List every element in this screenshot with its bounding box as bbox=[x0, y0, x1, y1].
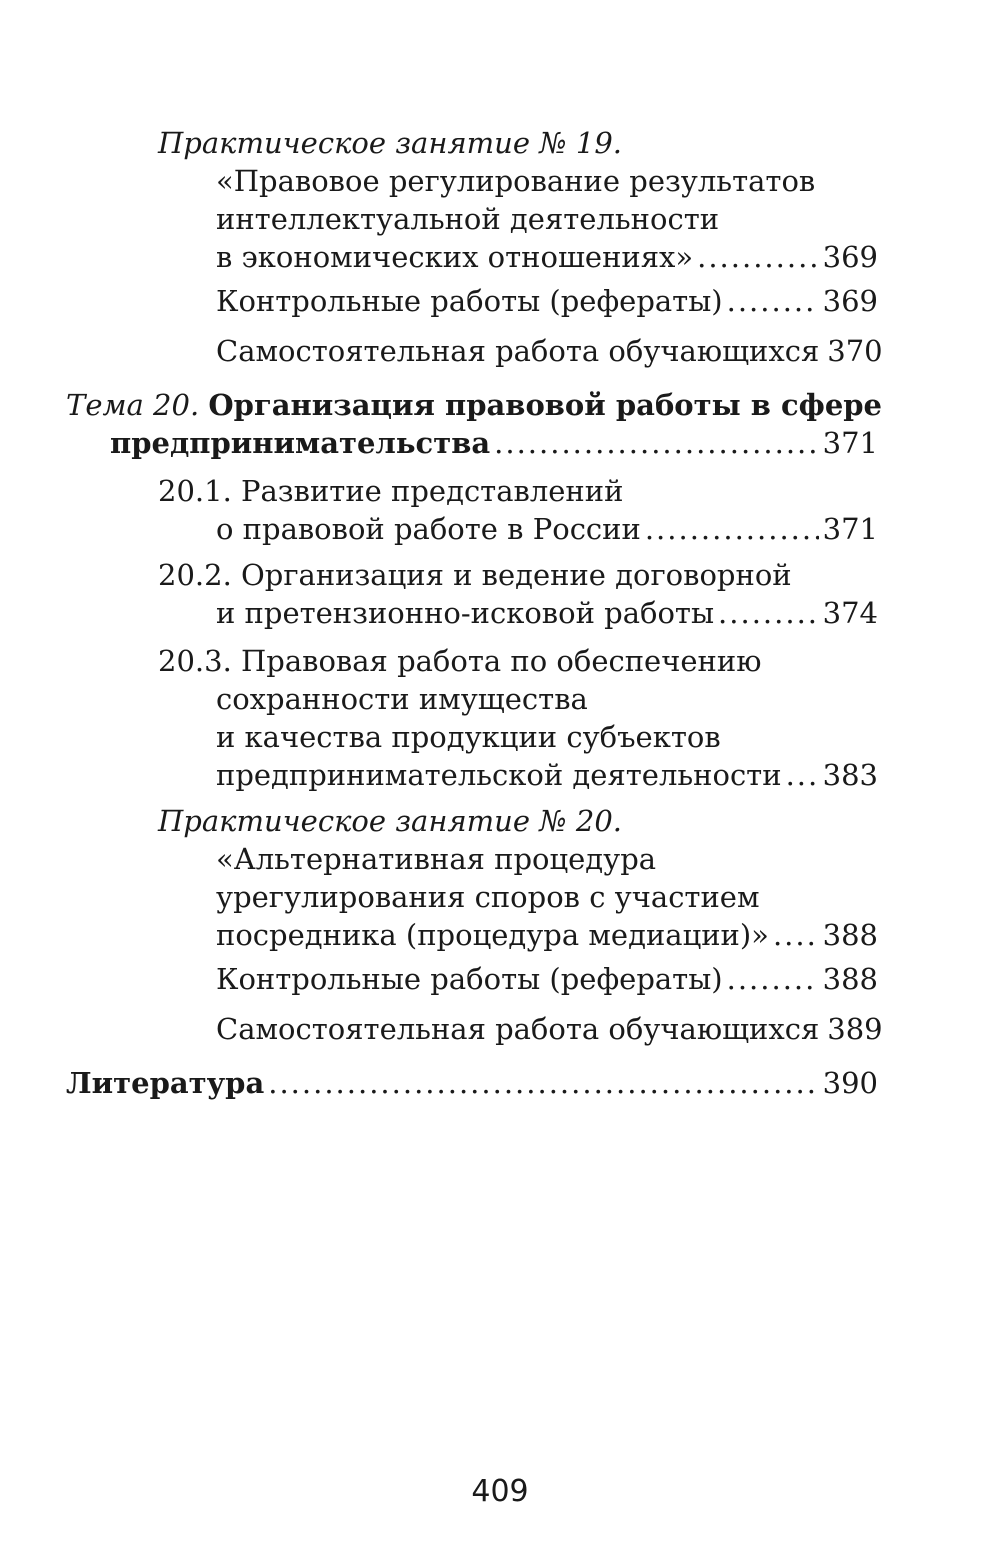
section-title-line: сохранности имущества bbox=[216, 682, 588, 716]
toc-entry-control-19 bbox=[216, 282, 878, 320]
section-title-line: 20.1. Развитие представлений bbox=[158, 474, 624, 508]
page-ref: 374 bbox=[822, 596, 878, 630]
entry-title-line: урегулирования споров с участием bbox=[216, 880, 760, 914]
toc-entry-self-19 bbox=[216, 332, 883, 370]
toc-entry-literature bbox=[66, 1064, 878, 1102]
page-ref: 389 bbox=[827, 1012, 883, 1046]
dot-leader bbox=[645, 510, 819, 548]
dot-leader bbox=[697, 238, 819, 276]
entry-title-text: Литература bbox=[66, 1066, 265, 1100]
dot-leader bbox=[718, 594, 819, 632]
section-title-text: предпринимательской деятельности bbox=[216, 758, 782, 792]
page-ref: 369 bbox=[822, 284, 878, 318]
toc-entry-topic-20 bbox=[66, 386, 883, 462]
entry-title-text: Самостоятельная работа обучающихся bbox=[216, 1012, 820, 1046]
topic-title: Организация правовой работы в сфере bbox=[208, 388, 883, 422]
dot-leader bbox=[786, 756, 819, 794]
entry-title-text: Самостоятельная работа обучающихся bbox=[216, 334, 820, 368]
toc-entry-section-20-1 bbox=[158, 472, 878, 548]
page-ref: 370 bbox=[827, 334, 883, 368]
topic-prefix: Тема 20. bbox=[66, 388, 200, 422]
practical-heading: Практическое занятие № 20. bbox=[158, 804, 622, 838]
toc-entry-self-20 bbox=[216, 1010, 883, 1048]
page-ref: 371 bbox=[822, 426, 878, 460]
toc-entry-control-20 bbox=[216, 960, 878, 998]
section-title-line: и качества продукции субъектов bbox=[216, 720, 721, 754]
entry-title-text: посредника (процедура медиации)» bbox=[216, 918, 769, 952]
entry-title-line: «Альтернативная процедура bbox=[216, 842, 657, 876]
page-ref: 390 bbox=[822, 1066, 878, 1100]
toc-entry-practical-20 bbox=[158, 802, 878, 954]
entry-title-text: Контрольные работы (рефераты) bbox=[216, 284, 723, 318]
entry-title-text: в экономических отношениях» bbox=[216, 240, 694, 274]
dot-leader bbox=[773, 916, 819, 954]
entry-title-text: Контрольные работы (рефераты) bbox=[216, 962, 723, 996]
page-ref: 369 bbox=[822, 240, 878, 274]
practical-heading: Практическое занятие № 19. bbox=[158, 126, 622, 160]
page-ref: 388 bbox=[822, 918, 878, 952]
entry-title-line: «Правовое регулирование результатов bbox=[216, 164, 816, 198]
toc-entry-section-20-2 bbox=[158, 556, 878, 632]
dot-leader bbox=[727, 960, 819, 998]
page-number: 409 bbox=[471, 1474, 529, 1509]
topic-title: предпринимательства bbox=[110, 426, 491, 460]
page-ref: 383 bbox=[822, 758, 878, 792]
toc-entry-section-20-3 bbox=[158, 642, 878, 794]
dot-leader bbox=[494, 424, 819, 462]
section-title-line: 20.3. Правовая работа по обеспечению bbox=[158, 644, 762, 678]
toc-entry-practical-19 bbox=[158, 124, 878, 276]
page-ref: 371 bbox=[822, 512, 878, 546]
page-ref: 388 bbox=[822, 962, 878, 996]
section-title-text: о правовой работе в России bbox=[216, 512, 641, 546]
section-title-text: и претензионно-исковой работы bbox=[216, 596, 715, 630]
entry-title-line: интеллектуальной деятельности bbox=[216, 202, 720, 236]
dot-leader bbox=[268, 1064, 818, 1102]
entry-title-line-with-page bbox=[158, 238, 878, 276]
dot-leader bbox=[727, 282, 819, 320]
section-title-line: 20.2. Организация и ведение договорной bbox=[158, 558, 792, 592]
